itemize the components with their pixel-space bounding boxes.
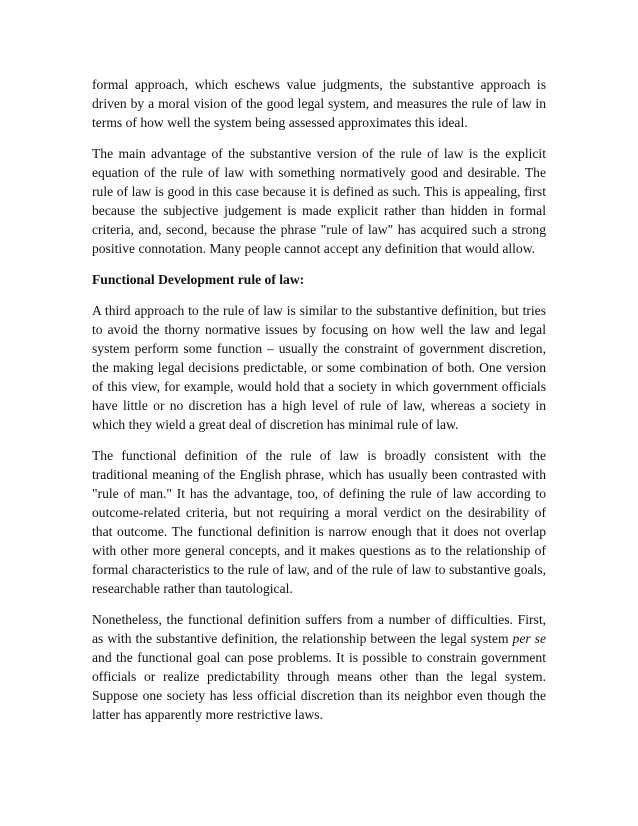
paragraph-difficulties-text-b: and the functional goal can pose problems. It is possible to constrain government officials or realize predictability through means other than the legal system. Suppose one society has less official discretion than its neighbor even though the latter has apparently more restrictive laws. — [92, 650, 546, 722]
paragraph-substantive-approach: formal approach, which eschews value judgments, the substantive approach is driven by a moral vision of the good legal system, and measures the rule of law in terms of how well the system being assessed approximates this ideal. — [92, 77, 546, 130]
paragraph-third-approach: A third approach to the rule of law is similar to the substantive definition, but tries to avoid the thorny normative issues by focusing on how well the law and legal system perform some function – usually the constraint of government discretion, the making legal decisions predictable, or some combination of both. One version of this view, for example, would hold that a society in which government officials have little or no discretion has a high level of rule of law, whereas a society in which they wield a great deal of discretion has minimal rule of law. — [92, 303, 546, 432]
section-heading: Functional Development rule of law: — [92, 272, 305, 287]
paragraph-difficulties — [92, 610, 546, 724]
paragraph-functional-definition: The functional definition of the rule of law is broadly consistent with the traditional meaning of the English phrase, which has usually been contrasted with "rule of man." It has the advantage, too, of defining the rule of law according to outcome-related criteria, but not requiring a moral verdict on the desirability of that outcome. The functional definition is narrow enough that it does not overlap with other more general concepts, and it makes questions as to the relationship of formal characteristics to the rule of law, and of the rule of law to substantive goals, researchable rather than tautological. — [92, 448, 546, 596]
paragraph-substantive-advantage: The main advantage of the substantive version of the rule of law is the explicit equation of the rule of law with something normatively good and desirable. The rule of law is good in this case because it is defined as such. This is appealing, first because the subjective judgement is made explicit rather than hidden in formal criteria, and, second, because the phrase "rule of law" has acquired such a strong positive connotation. Many people cannot accept any definition that would allow. — [92, 146, 546, 256]
paragraph-difficulties-emphasis: per se — [512, 631, 547, 646]
document-page — [92, 75, 546, 736]
paragraph-difficulties-text-a: Nonetheless, the functional definition suffers from a number of difficulties. First, as with the substantive definition, the relationship between the legal system — [92, 612, 546, 646]
